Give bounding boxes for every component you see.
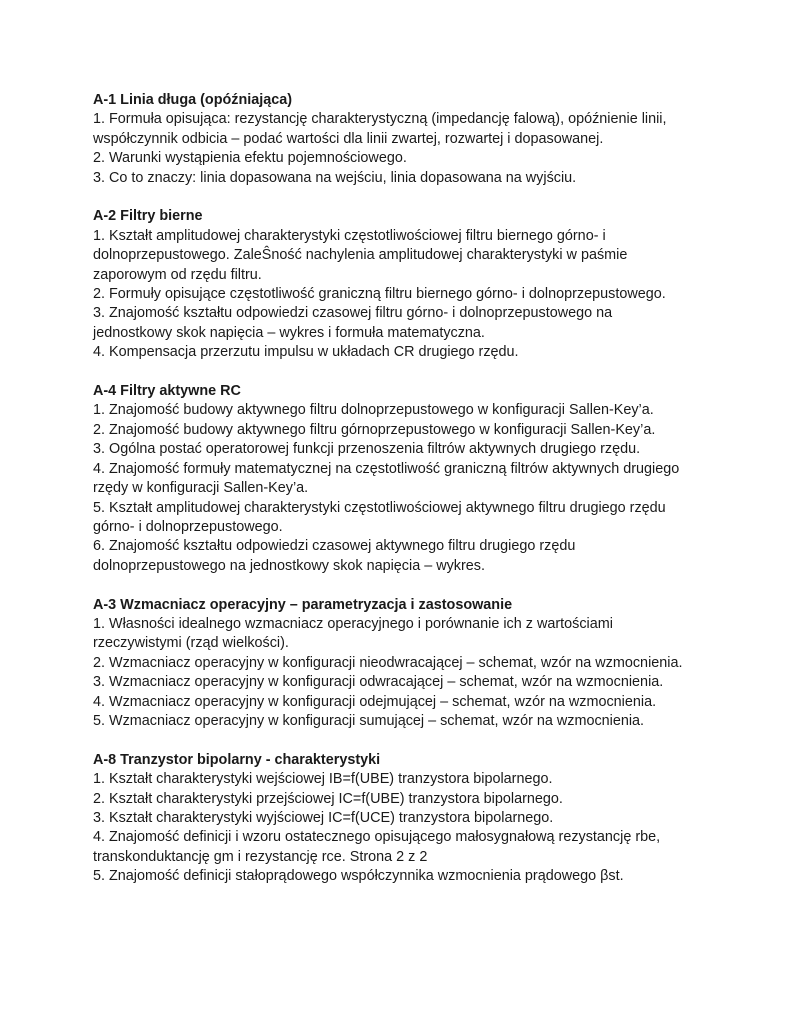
list-item: 1. Kształt amplitudowej charakterystyki częstotliwościowej filtru biernego górno- i dolnoprzepustowego. ZaleŜność nachylenia amplitudowej charakterystyki w paśmie zaporowym od rzędu filtru. <box>93 227 628 283</box>
section-a4 <box>93 382 693 576</box>
section-a1 <box>93 91 693 188</box>
list-item: 6. Znajomość kształtu odpowiedzi czasowej aktywnego filtru drugiego rzędu dolnoprzepustowego na jednostkowy skok napięcia – wykres. <box>93 538 576 574</box>
list-item: 4. Wzmacniacz operacyjny w konfiguracji odejmującej – schemat, wzór na wzmocnienia. <box>93 693 657 710</box>
list-item: 3. Kształt charakterystyki wyjściowej IC=f(UCE) tranzystora bipolarnego. <box>93 809 554 826</box>
list-item: 1. Znajomość budowy aktywnego filtru dolnoprzepustowego w konfiguracji Sallen-Key’a. <box>93 402 654 419</box>
section-title: A-4 Filtry aktywne RC <box>93 383 241 400</box>
list-item: 5. Wzmacniacz operacyjny w konfiguracji sumującej – schemat, wzór na wzmocnienia. <box>93 712 645 729</box>
list-item: 3. Wzmacniacz operacyjny w konfiguracji odwracającej – schemat, wzór na wzmocnienia. <box>93 674 664 691</box>
list-item: 4. Znajomość formuły matematycznej na częstotliwość graniczną filtrów aktywnych drugiego rzędy w konfiguracji Sallen-Key’a. <box>93 460 680 497</box>
section-a2 <box>93 207 693 362</box>
list-item: 4. Znajomość definicji i wzoru ostatecznego opisującego małosygnałową rezystancję rbe, transkonduktancję gm i rezystancję rce. Strona 2 z 2 <box>93 829 661 865</box>
section-a8 <box>93 751 693 887</box>
section-title: A-2 Filtry bierne <box>93 208 203 225</box>
section-title: A-8 Tranzystor bipolarny - charakterystyki <box>93 751 381 768</box>
section-title: A-3 Wzmacniacz operacyjny – parametryzacja i zastosowanie <box>93 596 513 613</box>
section-a3 <box>93 596 693 732</box>
list-item: 5. Znajomość definicji stałoprądowego współczynnika wzmocnienia prądowego βst. <box>93 868 624 885</box>
section-title: A-1 Linia długa (opóźniająca) <box>93 92 293 108</box>
list-item: 1. Własności idealnego wzmacniacz operacyjnego i porównanie ich z wartościami rzeczywistymi (rząd wielkości). <box>93 615 613 652</box>
list-item: 1. Formuła opisująca: rezystancję charakterystyczną (impedancję falową), opóźnienie linii, współczynnik odbicia – podać wartości dla linii zwartej, rozwartej i dopasowanej. <box>93 111 667 147</box>
list-item: 2. Formuły opisujące częstotliwość graniczną filtru biernego górno- i dolnoprzepustowego. <box>93 286 666 303</box>
list-item: 5. Kształt amplitudowej charakterystyki częstotliwościowej aktywnego filtru drugiego rzędu górno- i dolnoprzepustowego. <box>93 499 666 535</box>
list-item: 2. Znajomość budowy aktywnego filtru górnoprzepustowego w konfiguracji Sallen-Key’a. <box>93 421 656 438</box>
list-item: 1. Kształt charakterystyki wejściowej IB=f(UBE) tranzystora bipolarnego. <box>93 771 553 788</box>
list-item: 2. Warunki wystąpienia efektu pojemnościowego. <box>93 150 407 167</box>
list-item: 2. Kształt charakterystyki przejściowej IC=f(UBE) tranzystora bipolarnego. <box>93 790 563 807</box>
document-content <box>93 91 693 906</box>
list-item: 3. Co to znaczy: linia dopasowana na wejściu, linia dopasowana na wyjściu. <box>93 169 577 186</box>
list-item: 4. Kompensacja przerzutu impulsu w układach CR drugiego rzędu. <box>93 344 519 361</box>
list-item: 3. Ogólna postać operatorowej funkcji przenoszenia filtrów aktywnych drugiego rzędu. <box>93 441 641 458</box>
list-item: 3. Znajomość kształtu odpowiedzi czasowej filtru górno- i dolnoprzepustowego na jednostkowy skok napięcia – wykres i formuła matematyczna. <box>93 305 613 341</box>
list-item: 2. Wzmacniacz operacyjny w konfiguracji nieodwracającej – schemat, wzór na wzmocnienia. <box>93 654 683 671</box>
